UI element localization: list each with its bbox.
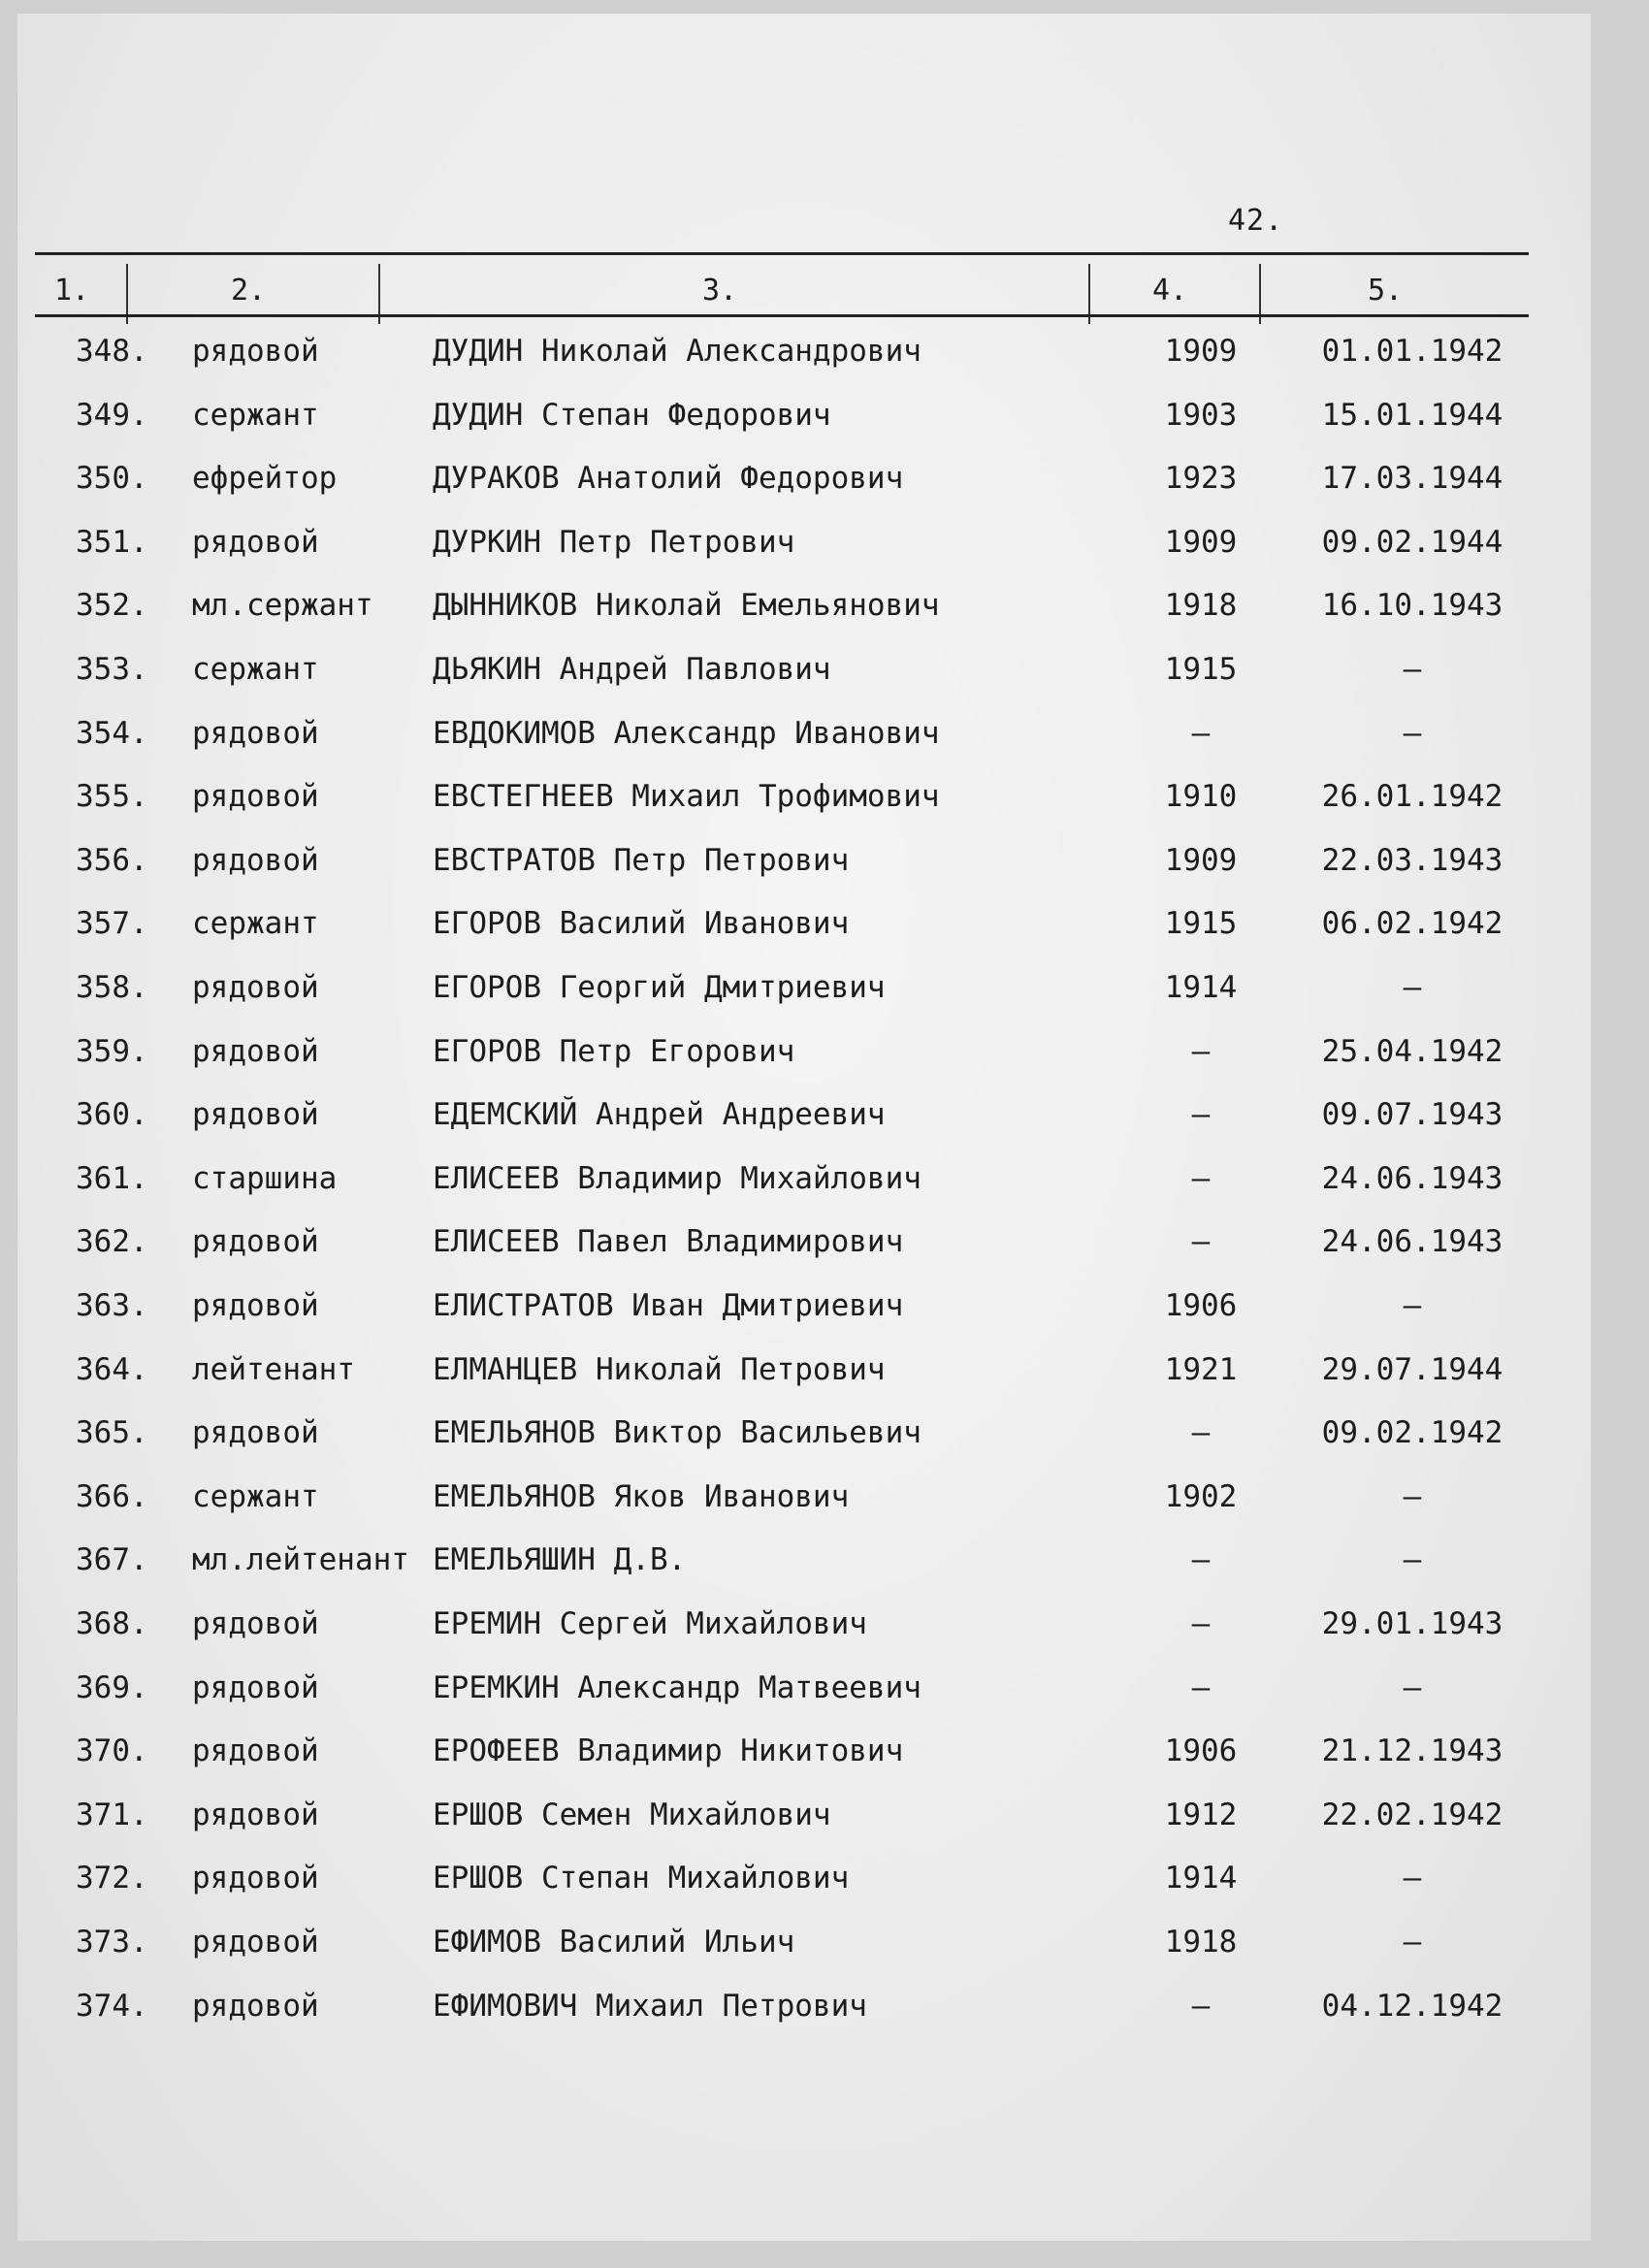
- table-row: [17, 1288, 1649, 1346]
- row-name: ДУДИН Николай Александрович: [433, 334, 922, 369]
- row-number: 352.: [76, 588, 148, 624]
- row-birth-year: –: [1191, 1542, 1211, 1578]
- row-rank: старшина: [192, 1160, 338, 1196]
- row-date: –: [1403, 1861, 1422, 1896]
- row-name: ДУРКИН Петр Петрович: [433, 524, 795, 560]
- row-date: 24.06.1943: [1321, 1224, 1504, 1260]
- header-col-1: 1.: [54, 274, 90, 308]
- row-number: 354.: [76, 715, 148, 751]
- row-name: ДЫННИКОВ Николай Емельянович: [433, 588, 940, 624]
- row-rank: рядовой: [192, 1415, 319, 1451]
- row-number: 362.: [76, 1224, 148, 1260]
- row-number: 353.: [76, 652, 148, 687]
- row-number: 360.: [76, 1097, 148, 1133]
- row-number: 369.: [76, 1669, 148, 1705]
- row-number: 371.: [76, 1797, 148, 1832]
- table-row: [17, 843, 1649, 901]
- row-name: ЕРШОВ Семен Михайлович: [433, 1797, 831, 1832]
- table-row: [17, 1479, 1649, 1538]
- table-row: [17, 1034, 1649, 1092]
- row-date: –: [1403, 1925, 1422, 1960]
- row-birth-year: 1914: [1164, 970, 1238, 1005]
- row-birth-year: 1903: [1164, 397, 1238, 433]
- row-name: ЕВСТРАТОВ Петр Петрович: [433, 842, 850, 878]
- row-date: –: [1403, 715, 1422, 751]
- row-birth-year: 1918: [1164, 588, 1238, 624]
- table-row: [17, 1097, 1649, 1155]
- row-birth-year: –: [1191, 1224, 1211, 1260]
- row-rank: сержант: [192, 1478, 319, 1514]
- table-row: [17, 1415, 1649, 1474]
- table-top-rule: [35, 252, 1529, 255]
- row-date: 22.02.1942: [1321, 1797, 1504, 1832]
- table-header-rule: [35, 314, 1529, 317]
- row-number: 363.: [76, 1288, 148, 1323]
- row-birth-year: 1906: [1164, 1288, 1238, 1323]
- row-number: 349.: [76, 397, 148, 433]
- row-date: 09.02.1942: [1321, 1415, 1504, 1451]
- row-number: 361.: [76, 1160, 148, 1196]
- row-date: –: [1403, 1288, 1422, 1323]
- row-date: –: [1403, 1478, 1422, 1514]
- row-birth-year: –: [1191, 1606, 1211, 1641]
- row-rank: рядовой: [192, 334, 319, 369]
- row-rank: рядовой: [192, 1033, 319, 1069]
- row-name: ЕРШОВ Степан Михайлович: [433, 1861, 850, 1896]
- row-name: ЕГОРОВ Василий Иванович: [433, 906, 850, 942]
- row-number: 373.: [76, 1925, 148, 1960]
- row-rank: рядовой: [192, 779, 319, 815]
- table-row: [17, 1161, 1649, 1219]
- row-date: 22.03.1943: [1321, 842, 1504, 878]
- row-name: ЕГОРОВ Петр Егорович: [433, 1033, 795, 1069]
- row-name: ЕРЕМИН Сергей Михайлович: [433, 1606, 867, 1641]
- row-name: ЕРОФЕЕВ Владимир Никитович: [433, 1733, 904, 1769]
- row-birth-year: –: [1191, 1097, 1211, 1133]
- row-number: 355.: [76, 779, 148, 815]
- table-row: [17, 1925, 1649, 1983]
- row-birth-year: 1909: [1164, 842, 1238, 878]
- row-date: 06.02.1942: [1321, 906, 1504, 942]
- row-birth-year: 1914: [1164, 1861, 1238, 1896]
- row-name: ЕВСТЕГНЕЕВ Михаил Трофимович: [433, 779, 940, 815]
- row-number: 368.: [76, 1606, 148, 1641]
- page-number: 42.: [1228, 204, 1284, 238]
- table-row: [17, 461, 1649, 519]
- row-date: –: [1403, 1542, 1422, 1578]
- row-number: 367.: [76, 1542, 148, 1578]
- row-rank: рядовой: [192, 1097, 319, 1133]
- table-row: [17, 588, 1649, 646]
- row-birth-year: –: [1191, 715, 1211, 751]
- row-date: –: [1403, 1669, 1422, 1705]
- row-birth-year: 1910: [1164, 779, 1238, 815]
- table-row: [17, 1861, 1649, 1919]
- row-date: 29.07.1944: [1321, 1351, 1504, 1387]
- row-name: ЕРЕМКИН Александр Матвеевич: [433, 1669, 922, 1705]
- row-number: 372.: [76, 1861, 148, 1896]
- row-number: 356.: [76, 842, 148, 878]
- row-name: ЕМЕЛЬЯНОВ Яков Иванович: [433, 1478, 850, 1514]
- row-date: 16.10.1943: [1321, 588, 1504, 624]
- table-row: [17, 1670, 1649, 1729]
- row-birth-year: –: [1191, 1669, 1211, 1705]
- table-row: [17, 398, 1649, 456]
- header-col-5: 5.: [1368, 274, 1404, 308]
- table-row: [17, 652, 1649, 710]
- row-date: –: [1403, 652, 1422, 687]
- row-name: ЕВДОКИМОВ Александр Иванович: [433, 715, 940, 751]
- row-name: ЕЛИСЕЕВ Владимир Михайлович: [433, 1160, 922, 1196]
- table-row: [17, 906, 1649, 964]
- row-date: 15.01.1944: [1321, 397, 1504, 433]
- row-date: 09.02.1944: [1321, 524, 1504, 560]
- row-name: ЕДЕМСКИЙ Андрей Андреевич: [433, 1097, 886, 1133]
- row-rank: рядовой: [192, 970, 319, 1005]
- row-rank: рядовой: [192, 1224, 319, 1260]
- document-page: [17, 14, 1591, 2241]
- row-birth-year: 1912: [1164, 1797, 1238, 1832]
- table-row: [17, 1352, 1649, 1410]
- header-col-4: 4.: [1152, 274, 1188, 308]
- row-date: 29.01.1943: [1321, 1606, 1504, 1641]
- row-rank: лейтенант: [192, 1351, 355, 1387]
- row-number: 374.: [76, 1988, 148, 2024]
- row-name: ЕМЕЛЬЯНОВ Виктор Васильевич: [433, 1415, 922, 1451]
- header-col-2: 2.: [231, 274, 267, 308]
- row-birth-year: 1915: [1164, 652, 1238, 687]
- row-rank: рядовой: [192, 1606, 319, 1641]
- row-birth-year: 1923: [1164, 461, 1238, 497]
- row-rank: мл.сержант: [192, 588, 373, 624]
- row-birth-year: 1909: [1164, 334, 1238, 369]
- row-rank: сержант: [192, 397, 319, 433]
- row-rank: рядовой: [192, 524, 319, 560]
- row-name: ДУДИН Степан Федорович: [433, 397, 831, 433]
- table-row: [17, 1606, 1649, 1665]
- table-row: [17, 779, 1649, 837]
- table-row: [17, 1542, 1649, 1601]
- row-birth-year: –: [1191, 1160, 1211, 1196]
- row-name: ДЬЯКИН Андрей Павлович: [433, 652, 831, 687]
- table-row: [17, 1989, 1649, 2047]
- row-number: 348.: [76, 334, 148, 369]
- row-birth-year: –: [1191, 1988, 1211, 2024]
- table-row: [17, 1733, 1649, 1792]
- table-row: [17, 970, 1649, 1028]
- row-date: –: [1403, 970, 1422, 1005]
- table-row: [17, 525, 1649, 583]
- row-rank: сержант: [192, 652, 319, 687]
- table-row: [17, 716, 1649, 774]
- row-number: 350.: [76, 461, 148, 497]
- row-rank: рядовой: [192, 1797, 319, 1832]
- table-row: [17, 1798, 1649, 1856]
- row-name: ЕФИМОВИЧ Михаил Петрович: [433, 1988, 867, 2024]
- row-rank: рядовой: [192, 842, 319, 878]
- row-rank: мл.лейтенант: [192, 1542, 409, 1578]
- row-name: ДУРАКОВ Анатолий Федорович: [433, 461, 904, 497]
- row-birth-year: –: [1191, 1415, 1211, 1451]
- row-name: ЕФИМОВ Василий Ильич: [433, 1925, 795, 1960]
- row-name: ЕЛИСТРАТОВ Иван Дмитриевич: [433, 1288, 904, 1323]
- row-rank: рядовой: [192, 1988, 319, 2024]
- row-rank: рядовой: [192, 1669, 319, 1705]
- row-birth-year: 1906: [1164, 1733, 1238, 1769]
- row-date: 25.04.1942: [1321, 1033, 1504, 1069]
- row-number: 364.: [76, 1351, 148, 1387]
- row-birth-year: 1902: [1164, 1478, 1238, 1514]
- row-number: 370.: [76, 1733, 148, 1769]
- row-birth-year: 1909: [1164, 524, 1238, 560]
- row-rank: ефрейтор: [192, 461, 338, 497]
- row-date: 01.01.1942: [1321, 334, 1504, 369]
- row-birth-year: 1918: [1164, 1925, 1238, 1960]
- row-rank: рядовой: [192, 715, 319, 751]
- row-date: 24.06.1943: [1321, 1160, 1504, 1196]
- row-birth-year: 1915: [1164, 906, 1238, 942]
- row-number: 366.: [76, 1478, 148, 1514]
- row-rank: рядовой: [192, 1861, 319, 1896]
- row-name: ЕГОРОВ Георгий Дмитриевич: [433, 970, 886, 1005]
- row-rank: рядовой: [192, 1288, 319, 1323]
- row-rank: рядовой: [192, 1925, 319, 1960]
- table-row: [17, 334, 1649, 392]
- row-rank: рядовой: [192, 1733, 319, 1769]
- row-number: 358.: [76, 970, 148, 1005]
- row-number: 351.: [76, 524, 148, 560]
- row-name: ЕЛИСЕЕВ Павел Владимирович: [433, 1224, 904, 1260]
- row-date: 04.12.1942: [1321, 1988, 1504, 2024]
- row-number: 359.: [76, 1033, 148, 1069]
- row-number: 357.: [76, 906, 148, 942]
- table-row: [17, 1224, 1649, 1282]
- row-date: 26.01.1942: [1321, 779, 1504, 815]
- header-col-3: 3.: [702, 274, 738, 308]
- row-number: 365.: [76, 1415, 148, 1451]
- row-birth-year: 1921: [1164, 1351, 1238, 1387]
- row-birth-year: –: [1191, 1033, 1211, 1069]
- row-name: ЕМЕЛЬЯШИН Д.В.: [433, 1542, 687, 1578]
- row-date: 09.07.1943: [1321, 1097, 1504, 1133]
- row-date: 17.03.1944: [1321, 461, 1504, 497]
- row-name: ЕЛМАНЦЕВ Николай Петрович: [433, 1351, 886, 1387]
- row-date: 21.12.1943: [1321, 1733, 1504, 1769]
- row-rank: сержант: [192, 906, 319, 942]
